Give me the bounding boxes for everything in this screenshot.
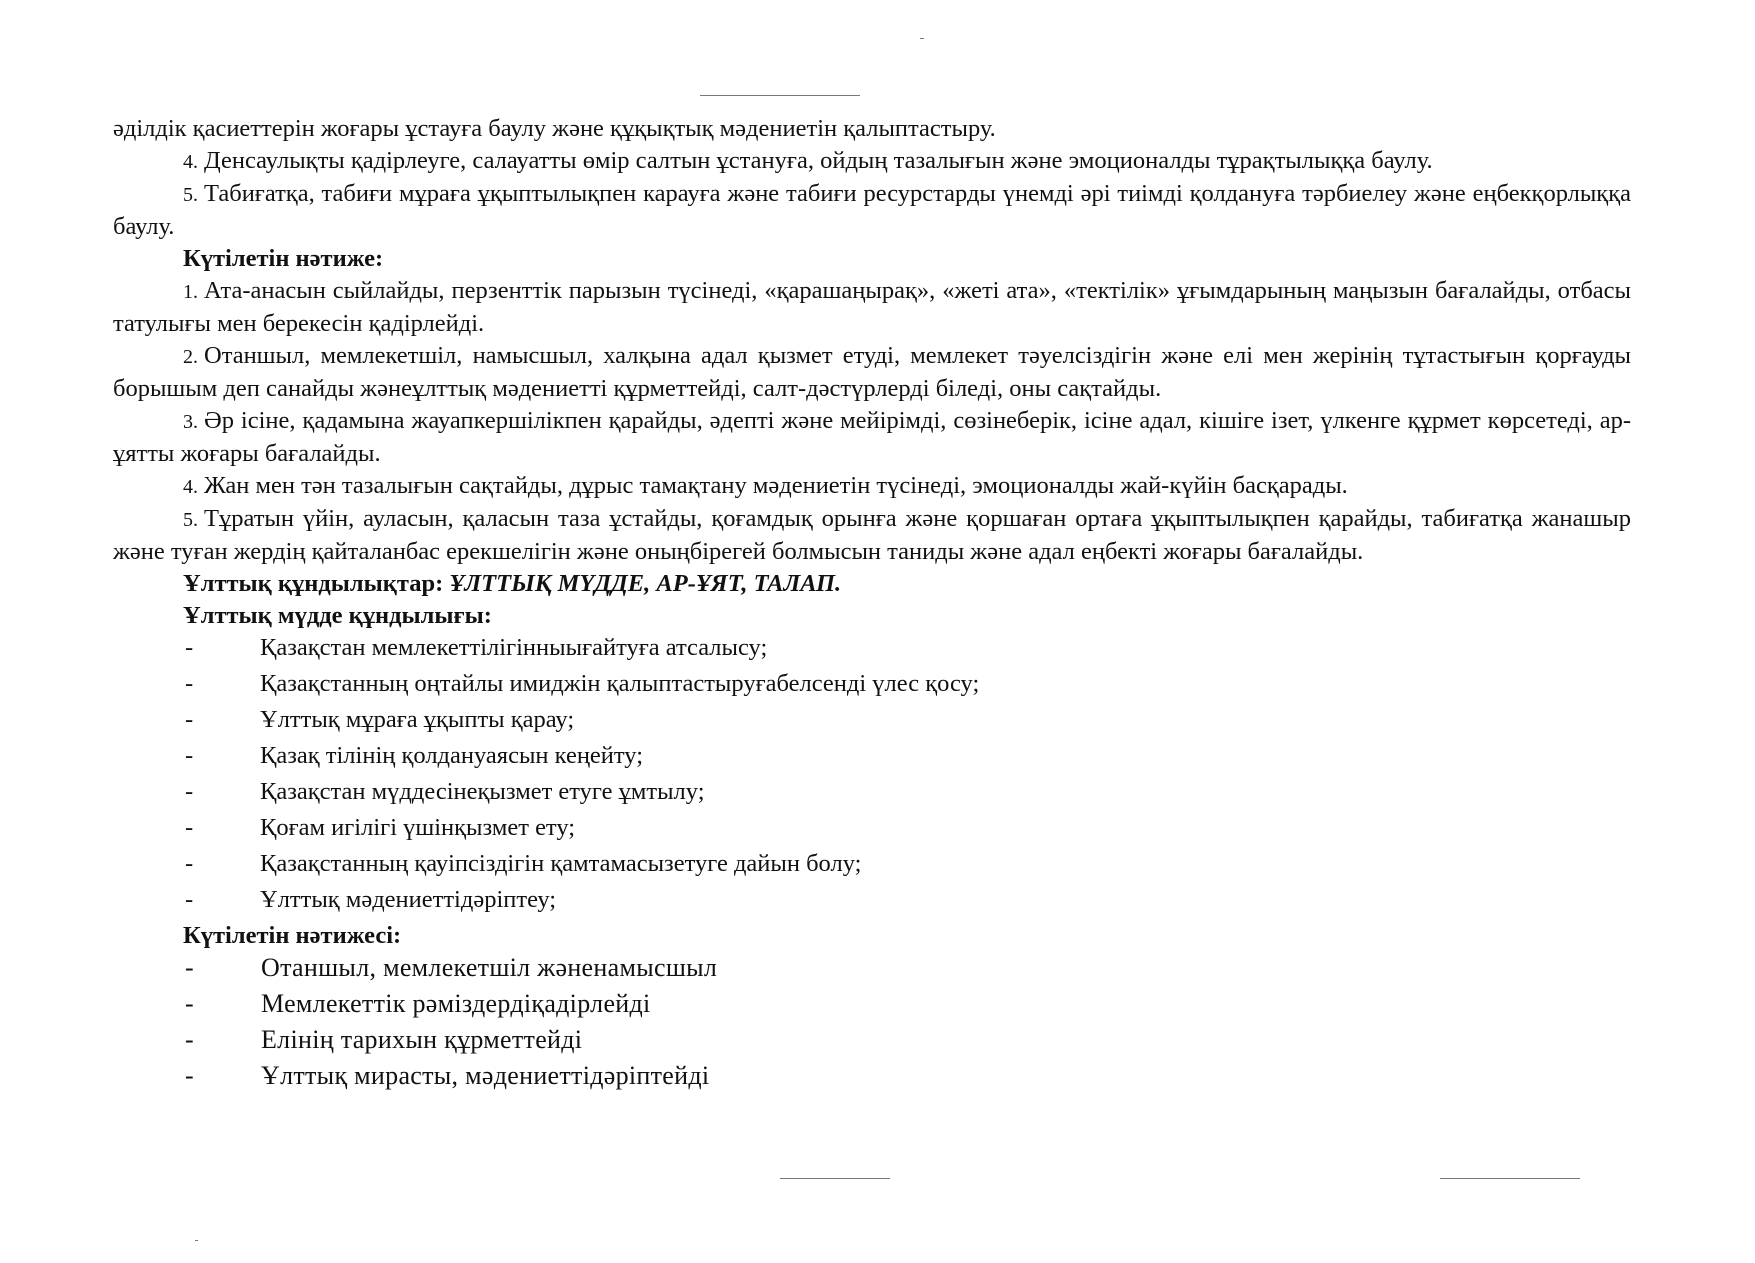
- result-text: Ата-анасын сыйлайды, перзенттік парызын түсінеді, «қарашаңырақ», «жеті ата», «тектілік» ұғымдарының маңызын бағалайды, отбасы татулығы мен берекесін қадірлейді.: [113, 277, 1631, 337]
- list-item: [113, 668, 1631, 704]
- scan-speck: [920, 38, 924, 39]
- list-item: [113, 1060, 1631, 1096]
- list-item-text: Мемлекеттік рәміздердіқадірлейді: [261, 989, 651, 1018]
- task-number: 4.: [183, 151, 198, 173]
- result-number: 5.: [183, 509, 198, 531]
- list-item: [113, 848, 1631, 884]
- result-item: [113, 340, 1631, 405]
- result-number: 3.: [183, 411, 198, 433]
- result-text: Отаншыл, мемлекетшіл, намысшыл, халқына адал қызмет етуді, мемлекет тәуелсіздігін және елі мен жерінің тұтастығын қорғауды борышым деп санайды жәнеұлттық мәдениетті құрметтейді, салт-дәстүрлерді біледі, оны сақтайды.: [113, 342, 1631, 402]
- list-item: [113, 740, 1631, 776]
- bullet-dash: -: [185, 1025, 194, 1054]
- list-item-text: Отаншыл, мемлекетшіл жәненамысшыл: [261, 953, 718, 982]
- outcome-heading: Күтілетін нәтижесі:: [183, 922, 402, 949]
- list-item-text: Қазақ тілінің қолдануаясын кеңейту;: [260, 742, 644, 769]
- scan-speck: [195, 1240, 198, 1241]
- list-item: [113, 988, 1631, 1024]
- document-page: [113, 113, 1631, 1096]
- result-item: [113, 405, 1631, 470]
- result-number: 2.: [183, 346, 198, 368]
- list-item-text: Елінің тарихын құрметтейді: [261, 1025, 583, 1054]
- task-number: 5.: [183, 184, 198, 206]
- result-item: [113, 503, 1631, 568]
- bullet-dash: -: [185, 1061, 194, 1090]
- task-item: [113, 178, 1631, 243]
- interest-heading: Ұлттық мүдде құндылығы:: [183, 602, 492, 629]
- list-item: [113, 1024, 1631, 1060]
- values-emphasis: ҰЛТТЫҚ МҮДДЕ, АР-ҰЯТ, ТАЛАП.: [449, 570, 842, 597]
- bullet-dash: -: [185, 742, 194, 769]
- list-item-text: Қазақстанның оңтайлы имиджін қалыптастыруғабелсенді үлес қосу;: [260, 670, 980, 697]
- intro-line: әділдік қасиеттерін жоғары ұстауға баулу және құқықтық мәдениетін қалыптастыру.: [113, 115, 996, 142]
- list-item-text: Қазақстан мүддесінеқызмет етуге ұмтылу;: [260, 778, 705, 805]
- list-item-text: Ұлттық мұраға ұқыпты қарау;: [260, 706, 575, 733]
- scan-speck: [700, 95, 860, 96]
- scan-speck: [780, 1178, 890, 1179]
- task-text: Денсаулықты қадірлеуге, салауатты өмір салтын ұстануға, ойдың тазалығын және эмоционалды тұрақтылыққа баулу.: [204, 147, 1433, 174]
- list-item: [113, 884, 1631, 920]
- result-heading: Күтілетін нәтиже:: [183, 245, 384, 272]
- list-item-text: Ұлттық мирасты, мәдениеттідәріптейді: [261, 1061, 710, 1090]
- task-item: [113, 145, 1631, 178]
- list-item-text: Қазақстанның қауіпсіздігін қамтамасызетуге дайын болу;: [260, 850, 862, 877]
- values-heading: [113, 568, 1631, 600]
- list-item-text: Қоғам игілігі үшінқызмет ету;: [260, 814, 576, 841]
- list-item: [113, 952, 1631, 988]
- bullet-dash: -: [185, 953, 194, 982]
- bullet-dash: -: [185, 634, 194, 661]
- result-text: Әр ісіне, қадамына жауапкершілікпен қарайды, әдепті және мейірімді, сөзінеберік, ісіне адал, кішіге ізет, үлкенге құрмет көрсетеді, ар-ұятты жоғары бағалайды.: [113, 407, 1631, 467]
- list-item: [113, 704, 1631, 740]
- list-item: [113, 776, 1631, 812]
- values-label: Ұлттық құндылықтар:: [183, 570, 444, 597]
- list-item: [113, 812, 1631, 848]
- scan-speck: [1440, 1178, 1580, 1179]
- task-text: Табиғатқа, табиғи мұраға ұқыптылықпен карауға және табиғи ресурстарды үнемді әрі тиімді қолдануға тәрбиелеу және еңбекқорлыққа баулу.: [113, 180, 1631, 240]
- result-item: [113, 470, 1631, 503]
- result-text: Жан мен тән тазалығын сақтайды, дұрыс тамақтану мәдениетін түсінеді, эмоционалды жай-күйін басқарады.: [204, 472, 1348, 499]
- result-number: 1.: [183, 281, 198, 303]
- list-item-text: Ұлттық мәдениеттідәріптеу;: [260, 886, 557, 913]
- list-item: [113, 632, 1631, 668]
- list-item-text: Қазақстан мемлекеттілігінныығайтуға атсалысу;: [260, 634, 768, 661]
- bullet-dash: -: [185, 670, 194, 697]
- bullet-dash: -: [185, 814, 194, 841]
- bullet-dash: -: [185, 850, 194, 877]
- result-number: 4.: [183, 476, 198, 498]
- bullet-dash: -: [185, 989, 194, 1018]
- bullet-dash: -: [185, 778, 194, 805]
- result-text: Тұратын үйін, ауласын, қаласын таза ұстайды, қоғамдық орынға және қоршаған ортаға ұқыптылықпен қарайды, табиғатқа жанашыр және туған жердің қайталанбас ерекшелігін және оныңбірегей болмысын таниды және адал еңбекті жоғары бағалайды.: [113, 505, 1631, 565]
- bullet-dash: -: [185, 706, 194, 733]
- bullet-dash: -: [185, 886, 194, 913]
- result-item: [113, 275, 1631, 340]
